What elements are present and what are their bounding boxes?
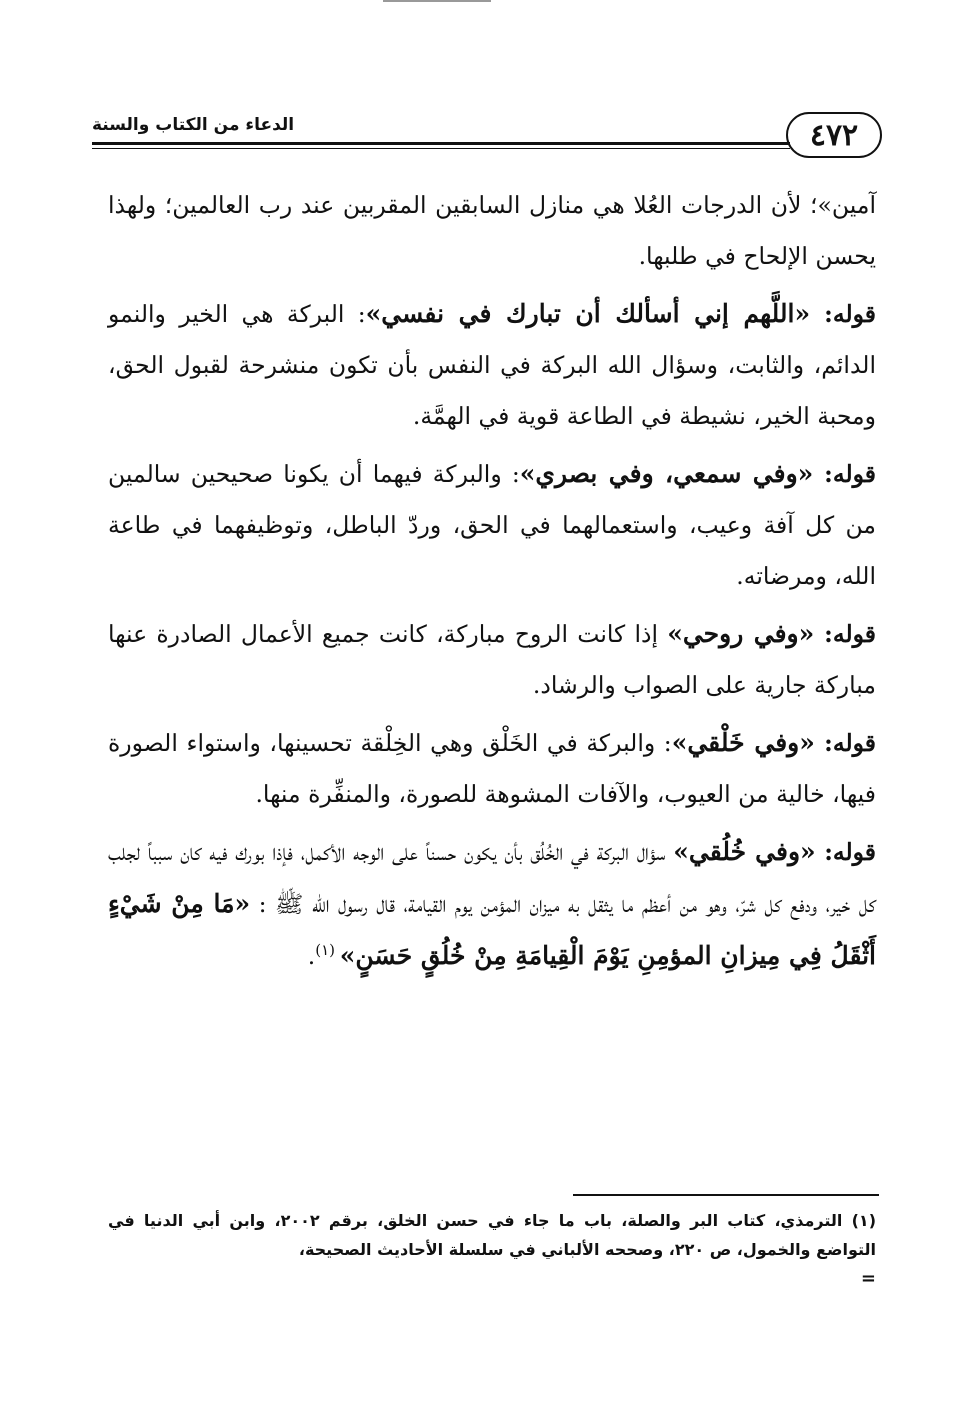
running-title: الدعاء من الكتاب والسنة [92,115,295,135]
paragraph-text: سؤال البركة في الخُلُق بأن يكون حسناً على الوجه الأكمل، فإذا بورك فيه كان سبباً لجلب كل خير، ودفع كل شرّ، وهو من أعظم ما يثقل به ميزان المؤمن يوم القيامة، قال رسول الله ﷺ : [108,838,876,918]
top-edge-line [383,0,491,2]
footnote-1: (١) الترمذي، كتاب البر والصلة، باب ما جاء في حسن الخلق، برقم ٢٠٠٢، وابن أبي الدنيا في التواضع والخمول، ص ٢٢٠، وصححه الألباني في سلسلة الأحاديث الصحيحة، [108,1211,876,1259]
qawl-label: قوله: [814,620,876,648]
footnotes [108,1206,876,1293]
qawl-label: قوله: [813,460,876,488]
dua-quote: «وفي روحي» [667,619,815,648]
paragraph [108,717,876,820]
paragraph-text: آمين»؛ لأن الدرجات العُلا هي منازل السابقين المقربين عند رب العالمين؛ ولهذا يحسن الإلحاح في طلبها. [108,191,876,270]
paragraph-text: : البركة هي الخير والنمو الدائم، والثابت، وسؤال الله البركة في النفس بأن تكون منشرحة لقبول الحق، ومحبة الخير، نشيطة في الطاعة قوية في الهمَّة. [108,300,876,430]
dua-quote: «وفي سمعي، وفي بصري» [519,459,814,488]
paragraph [108,608,876,711]
qawl-label: قوله: [815,838,877,866]
page-number-badge: ٤٧٢ [786,112,882,158]
footnote-separator [573,1194,879,1196]
paragraph [108,448,876,602]
footnote-ref: (١) [315,941,340,960]
page-header [92,112,882,172]
paragraph-text: إذا كانت الروح مباركة، كانت جميع الأعمال الصادرة عنها مباركة جارية على الصواب والرشاد. [108,620,876,699]
qawl-label: قوله: [814,729,876,757]
header-rule-thin [92,148,790,149]
paragraph [108,826,876,982]
qawl-label: قوله: [810,300,876,328]
paragraph-text: : والبركة فيهما أن يكونا صحيحين سالمين من كل آفة وعيب، واستعمالهما في الحق، وردّ الباطل، وتوظيفهما في طاعة الله، ومرضاته. [108,460,876,590]
main-text [108,180,876,988]
dua-quote: «وفي خُلُقي» [673,837,816,866]
paragraph-text: : والبركة في الخَلْق وهي الخِلْقة تحسينها، واستواء الصورة فيها، خالية من العيوب، والآفات المشوهة للصورة، والمنفِّرة منها. [108,729,876,808]
header-rule-thick [92,142,790,145]
paragraph-text: . [307,942,316,970]
footnote-continuation-mark: = [860,1268,876,1289]
dua-quote: «مَا مِنْ شَيْءٍ أَثْقَلُ فِي مِيزانِ المؤمِنِ يَوْمَ الْقِيامَةِ مِنْ خُلُقٍ حَسَنٍ» [108,889,876,970]
paragraph [108,180,876,282]
dua-quote: «وفي خَلْقي» [671,728,815,757]
paragraph [108,288,876,442]
dua-quote: «اللَّهم إني أسألك أن تبارك في نفسي» [365,299,811,328]
